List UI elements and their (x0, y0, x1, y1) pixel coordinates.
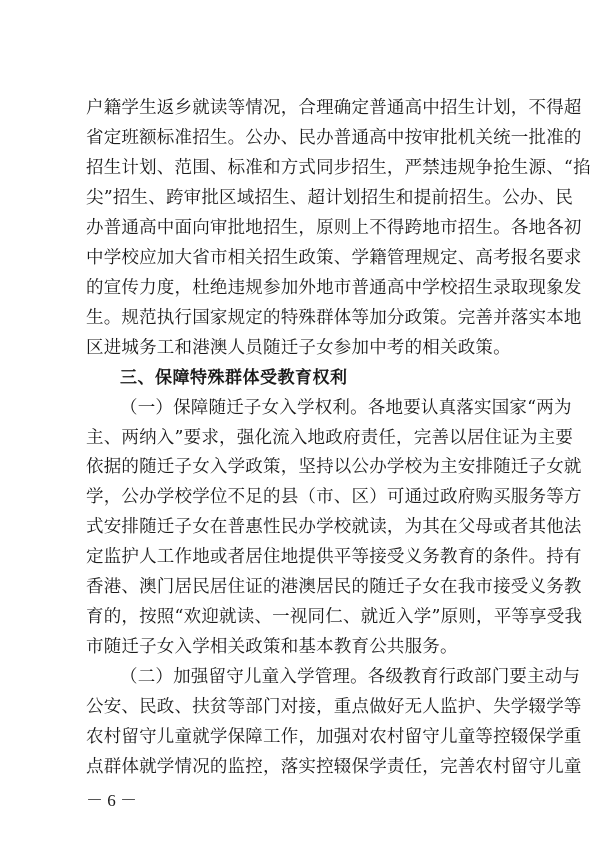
paragraph-first-line: （二）加强留守儿童入学管理。各级教育行政部门要主动与 (120, 667, 581, 688)
body-text-line: 办普通高中面向审批地招生，原则上不得跨地市招生。各地各初 (86, 217, 582, 238)
body-text-line: 尖”招生、跨审批区域招生、超计划招生和提前招生。公办、民 (86, 187, 574, 208)
body-text-line: 主、两纳入”要求，强化流入地政府责任，完善以居住证为主要 (86, 427, 574, 448)
body-text-line: 生。规范执行国家规定的特殊群体等加分政策。完善并落实本地 (86, 307, 582, 328)
body-text-line: 的宣传力度，杜绝违规参加外地市普通高中学校招生录取现象发 (86, 277, 582, 298)
body-text-line: 育的，按照“欢迎就读、一视同仁、就近入学”原则，平等享受我 (86, 607, 583, 628)
section-heading: 三、保障特殊群体受教育权利 (120, 367, 348, 388)
body-text-line: 区进城务工和港澳人员随迁子女参加中考的相关政策。 (86, 337, 511, 358)
paragraph-first-line: （一）保障随迁子女入学权利。各地要认真落实国家“两为 (120, 397, 572, 418)
body-text-line: 市随迁子女入学相关政策和基本教育公共服务。 (86, 637, 458, 658)
body-text-line: 省定班额标准招生。公办、民办普通高中按审批机关统一批准的 (86, 127, 582, 148)
body-text-line: 定监护人工作地或者居住地提供平等接受义务教育的条件。持有 (86, 547, 582, 568)
body-text-line: 公安、民政、扶贫等部门对接，重点做好无人监护、失学辍学等 (86, 697, 582, 718)
page-number: － 6 － (86, 791, 137, 810)
body-text-line: 式安排随迁子女在普惠性民办学校就读，为其在父母或者其他法 (86, 517, 582, 538)
body-text-line: 点群体就学情况的监控，落实控辍保学责任，完善农村留守儿童 (86, 757, 582, 777)
body-text-line: 农村留守儿童就学保障工作，加强对农村留守儿童等控辍保学重 (86, 727, 582, 748)
body-text-line: 依据的随迁子女入学政策，坚持以公办学校为主安排随迁子女就 (86, 457, 582, 478)
body-text-line: 学，公办学校学位不足的县（市、区）可通过政府购买服务等方 (86, 487, 582, 508)
body-text-line: 中学校应加大省市相关招生政策、学籍管理规定、高考报名要求 (86, 247, 582, 268)
body-text-line: 招生计划、范围、标准和方式同步招生，严禁违规争抢生源、“掐 (86, 157, 591, 178)
body-text-line: 香港、澳门居民居住证的港澳居民的随迁子女在我市接受义务教 (86, 577, 582, 598)
body-text-line: 户籍学生返乡就读等情况，合理确定普通高中招生计划，不得超 (86, 98, 582, 118)
